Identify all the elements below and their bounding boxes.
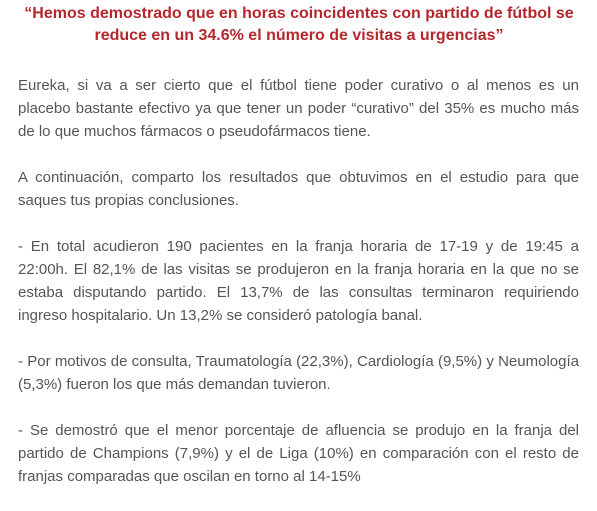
paragraph-eureka: Eureka, si va a ser cierto que el fútbol tiene poder curativo o al menos es un placebo bastante efectivo ya que tener un poder “curativo” del 35% es mucho más de lo que muchos fármacos o pseudofármacos tiene. [18,77,579,140]
paragraph-intro-results: A continuación, comparto los resultados que obtuvimos en el estudio para que saques tus propias conclusiones. [18,169,579,209]
article-body [18,74,579,511]
paragraph-match-attendance: - Se demostró que el menor porcentaje de afluencia se produjo en la franja del partido de Champions (7,9%) y el de Liga (10%) en comparación con el resto de franjas comparadas que oscilan en torno al 14-15% [18,422,579,485]
pull-quote-line-1: “Hemos demostrado que en horas coincidentes con partido de fútbol se [24,5,574,22]
paragraph-consultation-reasons: - Por motivos de consulta, Traumatología (22,3%), Cardiología (9,5%) y Neumología (5,3%) fueron los que más demandan tuvieron. [18,353,579,393]
pull-quote [18,3,580,47]
paragraph-patient-totals: - En total acudieron 190 pacientes en la franja horaria de 17-19 y de 19:45 a 22:00h. El 82,1% de las visitas se produjeron en la franja horaria en la que no se estaba disputando partido. El 13,7% de las consultas terminaron requiriendo ingreso hospitalario. Un 13,2% se consideró patología banal. [18,238,579,324]
pull-quote-line-2: reduce en un 34.6% el número de visitas a urgencias” [94,27,504,44]
